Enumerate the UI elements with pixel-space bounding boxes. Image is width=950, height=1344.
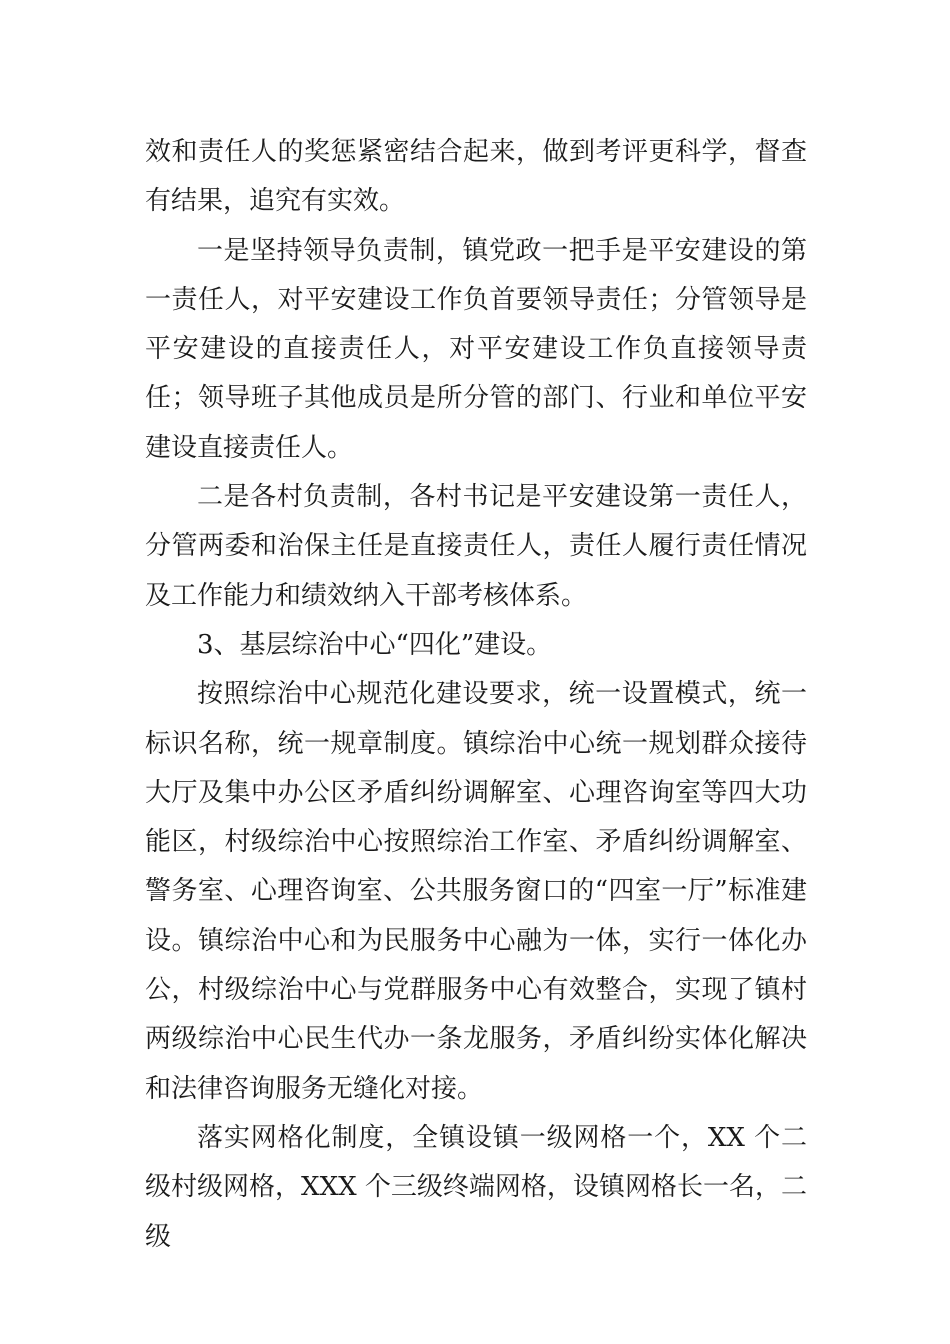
document-body — [145, 128, 807, 1262]
paragraph-leadership-responsibility: 一是坚持领导负责制，镇党政一把手是平安建设的第一责任人，对平安建设工作负首要领导责任；分管领导是平安建设的直接责任人，对平安建设工作负直接领导责任；领导班子其他成员是所分管的部门、行业和单位平安建设直接责任人。 — [145, 235, 807, 463]
paragraph-grid-system: 落实网格化制度，全镇设镇一级网格一个，XX 个二级村级网格，XXX 个三级终端网格，设镇网格长一名，二级 — [145, 1122, 807, 1252]
paragraph-village-responsibility: 二是各村负责制，各村书记是平安建设第一责任人，分管两委和治保主任是直接责任人，责任人履行责任情况及工作能力和绩效纳入干部考核体系。 — [145, 482, 807, 611]
section-heading-four-modernizations: 3、基层综治中心“四化”建设。 — [197, 629, 553, 660]
paragraph-continuation: 效和责任人的奖惩紧密结合起来，做到考评更科学，督查有结果，追究有实效。 — [145, 137, 807, 217]
paragraph-center-standardization: 按照综治中心规范化建设要求，统一设置模式，统一标识名称，统一规章制度。镇综治中心统一规划群众接待大厅及集中办公区矛盾纠纷调解室、心理咨询室等四大功能区，村级综治中心按照综治工作室、矛盾纠纷调解室、警务室、心理咨询室、公共服务窗口的“四室一厅”标准建设。镇综治中心和为民服务中心融为一体，实行一体化办公，村级综治中心与党群服务中心有效整合，实现了镇村两级综治中心民生代办一条龙服务，矛盾纠纷实体化解决和法律咨询服务无缝化对接。 — [145, 679, 807, 1104]
